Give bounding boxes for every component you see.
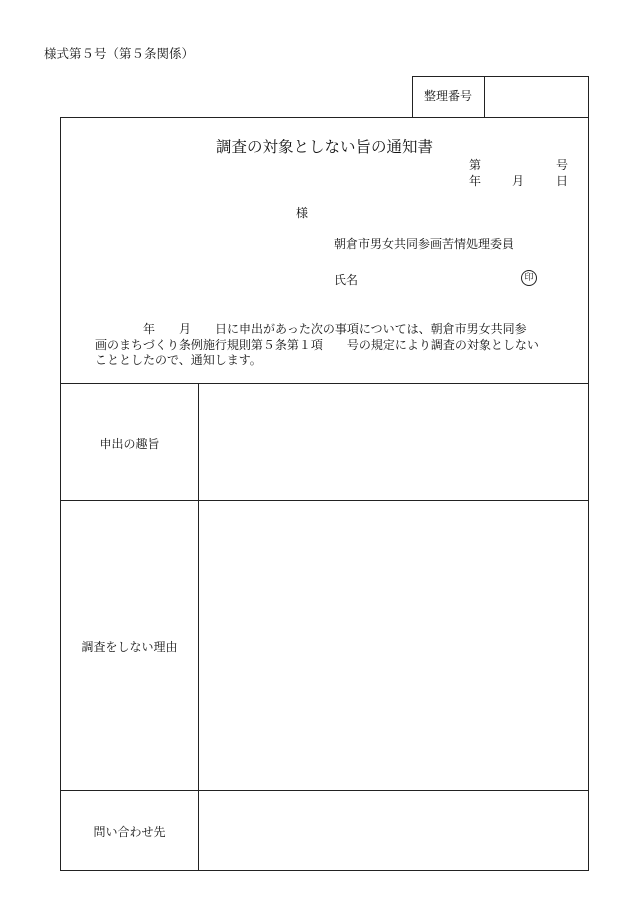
request-purpose-field[interactable]: [199, 384, 588, 500]
contact-field[interactable]: [199, 791, 588, 870]
management-number-label: 整理番号: [423, 89, 472, 103]
sender-title: 朝倉市男女共同参画苦情処理委員: [334, 237, 515, 251]
sender-name-label: 氏名: [334, 273, 359, 287]
document-title: 調査の対象としない旨の通知書: [215, 138, 433, 156]
no-investigation-reason-field[interactable]: [199, 501, 588, 790]
notice-body-line: こととしたので、通知します。: [95, 353, 262, 367]
date-month: 月: [512, 174, 525, 188]
number-go: 号: [556, 158, 569, 172]
date-day: 日: [556, 174, 569, 188]
date-year: 年: [469, 174, 482, 188]
seal-icon: 印: [521, 270, 537, 286]
form-number-label: 様式第５号（第５条関係）: [44, 46, 195, 61]
notice-body-line: 画のまちづくり条例施行規則第５条第１項 号の規定により調査の対象としない: [95, 337, 539, 352]
row-label-request-purpose: 申出の趣旨: [99, 437, 160, 451]
addressee-honorific: 様: [296, 206, 309, 220]
number-dai: 第: [469, 158, 482, 172]
row-label-contact: 問い合わせ先: [93, 825, 166, 839]
notice-body: [95, 322, 539, 369]
notice-body-line: 年 月 日に申出があった次の事項については、朝倉市男女共同参: [95, 322, 527, 336]
row-label-no-investigation-reason: 調査をしない理由: [81, 640, 178, 654]
seal-mark: [521, 269, 537, 286]
management-number-field[interactable]: [485, 77, 588, 117]
